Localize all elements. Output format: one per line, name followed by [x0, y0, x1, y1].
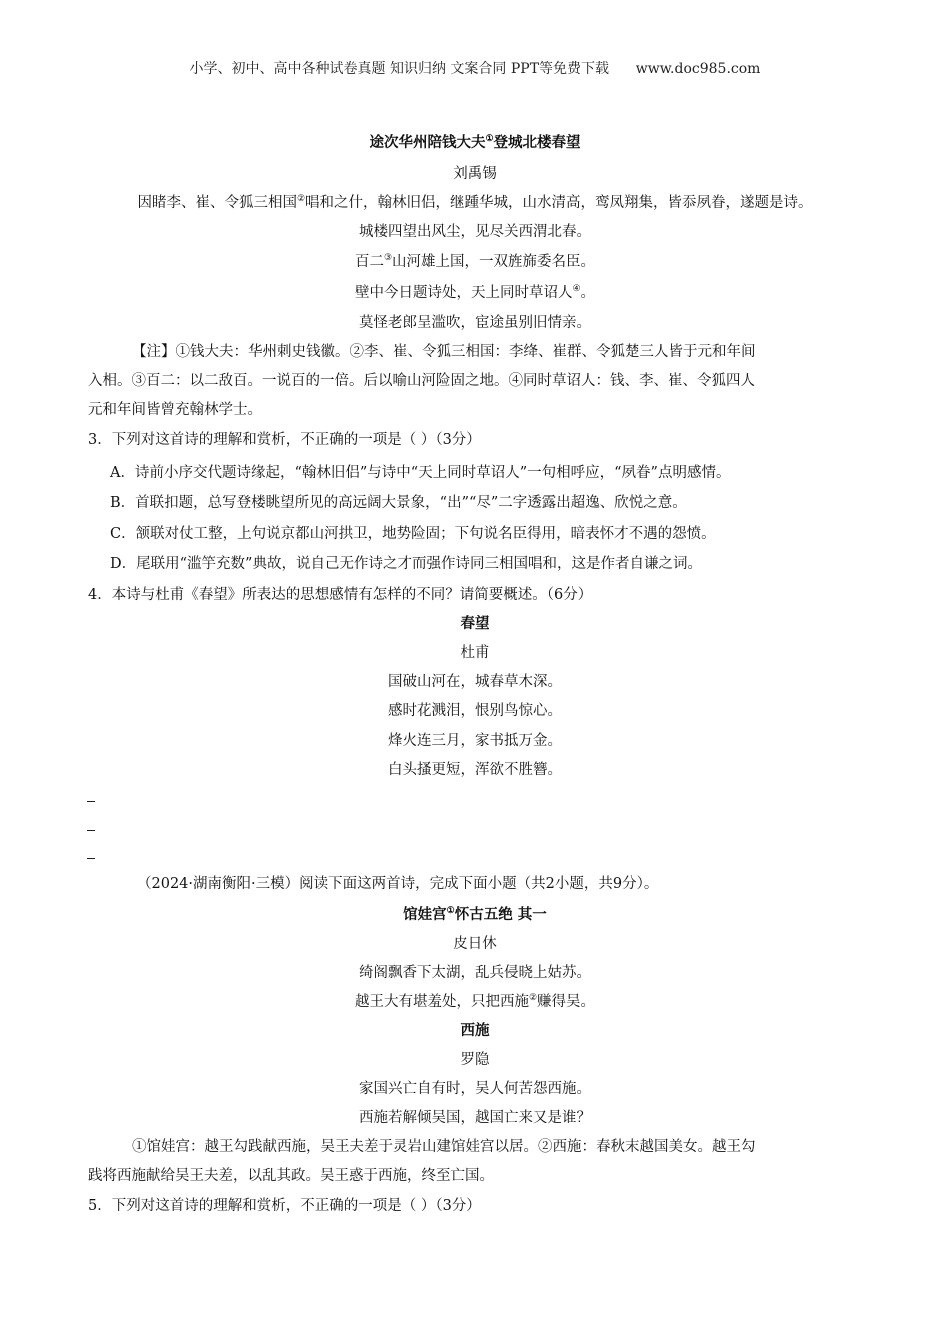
poem1-preface: 因睹李、崔、令狐三相国②唱和之什，翰林旧侣，继踵华城，山水清高，鸾凤翔集，皆忝夙眷，遂题是诗。 [137, 194, 813, 211]
poem4-line: 西施若解倾吴国，越国亡来又是谁？ [359, 1110, 591, 1126]
poem3-line: 越王大有堪羞处，只把西施②赚得吴。 [354, 993, 596, 1010]
poem1-line: 城楼四望出风尘，见尽关西渭北春。 [359, 224, 591, 240]
poem1-line: 百二③山河雄上国，一双旌旆委名臣。 [354, 253, 596, 270]
poem4-title: 西施 [460, 1022, 490, 1039]
poem3-author: 皮日休 [453, 936, 497, 952]
poem1-author: 刘禹锡 [453, 166, 497, 182]
note-line: 入相。③百二：以二敌百。一说百的一倍。后以喻山河险固之地。④同时草诏人：钱、李、崔、令狐四人 [88, 373, 755, 389]
question-3-option-b: B．首联扣题，总写登楼眺望所见的高远阔大景象，“出”“尽”二字透露出超逸、欣悦之意。 [110, 495, 687, 511]
poem2-line: 白头搔更短，浑欲不胜簪。 [388, 762, 562, 778]
poem2-line: 烽火连三月，家书抵万金。 [388, 733, 562, 749]
poem3-line: 绮阁飘香下太湖，乱兵侵晓上姑苏。 [359, 965, 591, 981]
poem4-author: 罗隐 [460, 1052, 490, 1068]
header-text: 小学、初中、高中各种试卷真题 知识归纳 文案合同 PPT等免费下载 [189, 61, 610, 77]
poem1-line: 壁中今日题诗处，天上同时草诏人④。 [354, 284, 596, 301]
section-2-intro: （2024·湖南衡阳·三模）阅读下面这两首诗，完成下面小题（共2小题，共9分）。 [137, 876, 659, 892]
page-header [0, 58, 950, 78]
poem2-title: 春望 [460, 615, 490, 632]
question-4-stem: 4．本诗与杜甫《春望》所表达的思想感情有怎样的不同？请简要概述。（6分） [88, 587, 593, 603]
answer-blank-line [87, 830, 95, 831]
question-3-stem: 3．下列对这首诗的理解和赏析，不正确的一项是（ ）（3分） [88, 432, 481, 448]
question-5-stem: 5．下列对这首诗的理解和赏析，不正确的一项是（ ）（3分） [88, 1198, 481, 1214]
answer-blank-line [87, 801, 95, 802]
question-3-option-a: A．诗前小序交代题诗缘起，“翰林旧侣”与诗中“天上同时草诏人”一句相呼应，“夙眷”点明感情。 [110, 465, 731, 481]
header-site: www.doc985.com [635, 61, 761, 77]
poem1-line: 莫怪老郎呈滥吹，宦途虽别旧情亲。 [359, 315, 591, 331]
poem2-line: 国破山河在，城春草木深。 [388, 674, 562, 690]
question-3-option-d: D．尾联用“滥竽充数”典故，说自己无作诗之才而强作诗同三相国唱和，这是作者自谦之词。 [110, 556, 702, 572]
question-3-option-c: C．颔联对仗工整，上句说京都山河拱卫，地势险固；下句说名臣得用，暗表怀才不遇的怨愤。 [110, 526, 716, 542]
note-line: 【注】①钱大夫：华州刺史钱徽。②李、崔、令狐三相国：李绛、崔群、令狐楚三人皆于元和年间 [132, 344, 756, 360]
poem1-title: 途次华州陪钱大夫①登城北楼春望 [369, 134, 581, 151]
poem3-title: 馆娃宫①怀古五绝 其一 [403, 906, 547, 923]
note-line: 元和年间皆曾充翰林学士。 [88, 402, 262, 418]
poem4-line: 家国兴亡自有时，吴人何苦怨西施。 [359, 1081, 591, 1097]
note-line: 践将西施献给吴王夫差，以乱其政。吴王惑于西施，终至亡国。 [88, 1168, 494, 1184]
note-line: ①馆娃宫：越王勾践献西施，吴王夫差于灵岩山建馆娃宫以居。②西施：春秋末越国美女。越王勾 [132, 1139, 756, 1155]
answer-blank-line [87, 858, 95, 859]
poem2-author: 杜甫 [460, 645, 490, 661]
poem2-line: 感时花溅泪，恨别鸟惊心。 [388, 703, 562, 719]
